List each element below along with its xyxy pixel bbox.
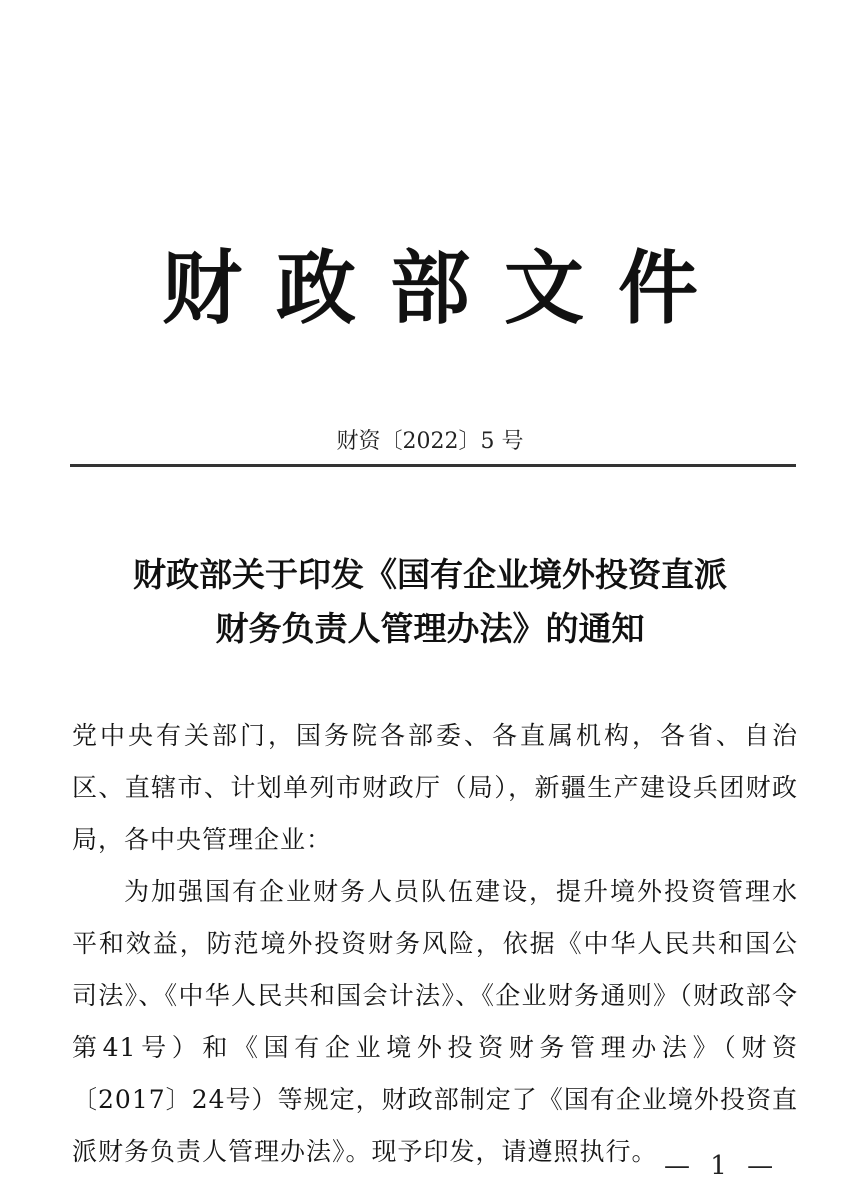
document-header-title: 财政部文件 <box>162 241 732 335</box>
document-number: 财资〔2022〕5 号 <box>336 429 524 454</box>
notice-title-line-1: 财政部关于印发《国有企业境外投资直派 <box>133 555 727 594</box>
page-number: — 1 — <box>664 1151 780 1181</box>
addressee-paragraph: 党中央有关部门，国务院各部委、各直属机构，各省、自治区、直辖市、计划单列市财政厅（局），新疆生产建设兵团财政局，各中央管理企业： <box>72 721 798 854</box>
header-divider <box>70 464 796 467</box>
notice-title-line-2: 财务负责人管理办法》的通知 <box>215 609 645 648</box>
body-paragraph: 为加强国有企业财务人员队伍建设，提升境外投资管理水平和效益，防范境外投资财务风险，依据《中华人民共和国公司法》、《中华人民共和国会计法》、《企业财务通则》（财政部令第41号）和《国有企业境外投资财务管理办法》（财资〔2017〕24号）等规定，财政部制定了《国有企业境外投资直派财务负责人管理办法》。现予印发，请遵照执行。 <box>72 877 798 1166</box>
